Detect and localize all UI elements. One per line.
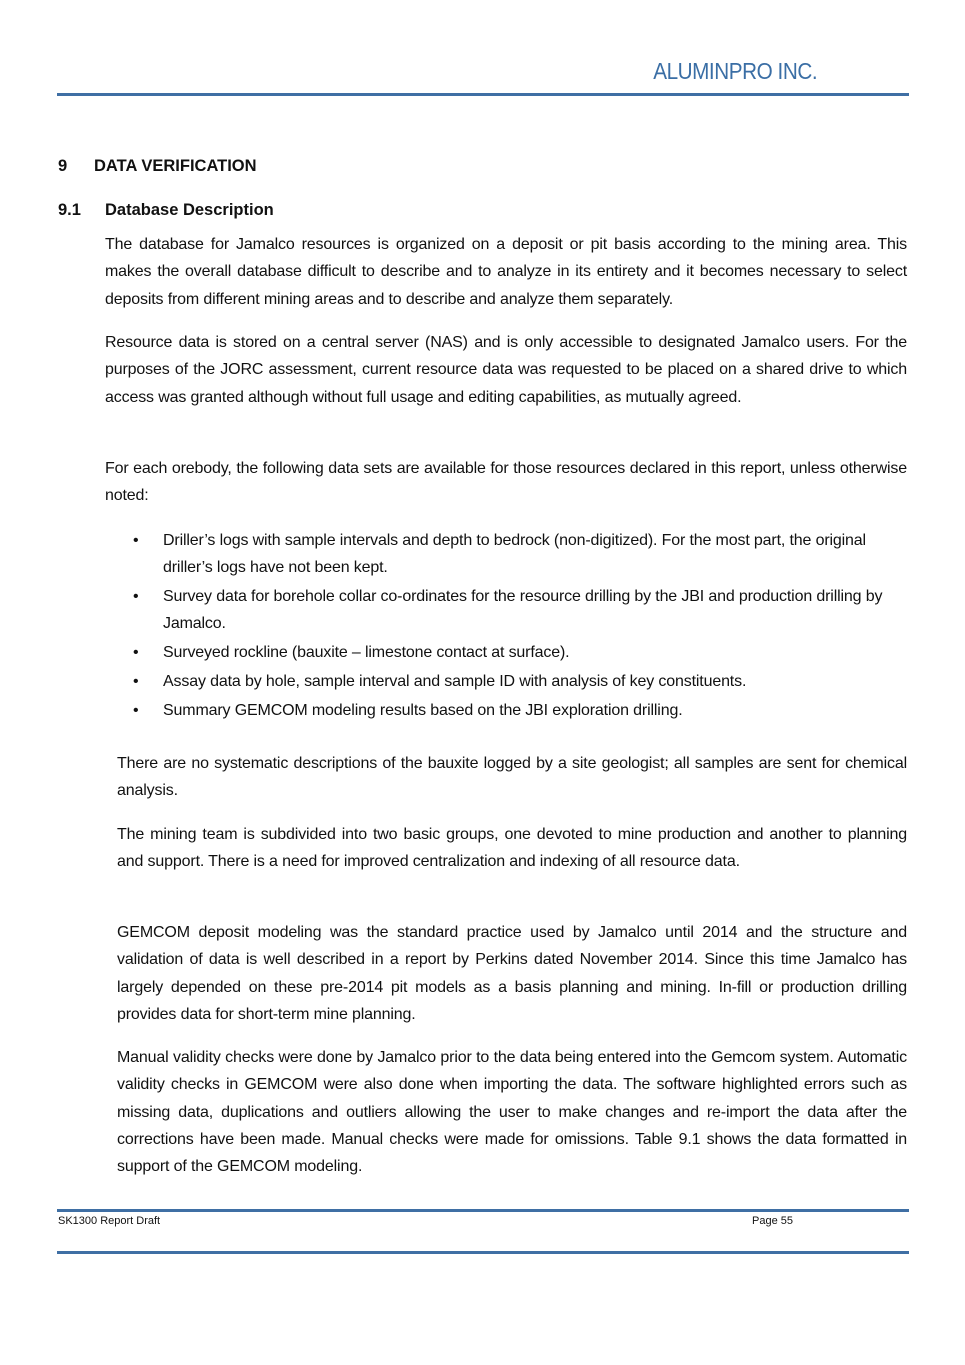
subsection-title: Database Description — [105, 201, 274, 219]
section-title: DATA VERIFICATION — [94, 157, 257, 175]
paragraph: Resource data is stored on a central server (NAS) and is only accessible to designated Jamalco users. For the purposes of the JORC assessment, current resource data was requested to be placed on a shared drive to which access was granted although without full usage and editing capabilities, as mutually agreed. — [105, 334, 907, 406]
list-item — [105, 527, 885, 582]
bullet-icon: • — [133, 532, 139, 549]
footer-rule-bottom — [57, 1251, 909, 1254]
paragraph: For each orebody, the following data sets are available for those resources declared in this report, unless otherwise noted: — [105, 460, 907, 505]
subsection-heading — [58, 201, 274, 220]
company-header: ALUMINPRO INC. — [653, 58, 817, 84]
list-item — [105, 639, 885, 666]
paragraph: GEMCOM deposit modeling was the standard practice used by Jamalco until 2014 and the structure and validation of data is well described in a report by Perkins dated November 2014. Since this time Jamalco has largely depended on these pre-2014 pit models as a basis planning and mining. In-fill or production drilling provides data for short-term mine planning. — [117, 924, 907, 1023]
list-item — [105, 697, 885, 724]
section-heading — [58, 157, 257, 176]
bullet-icon: • — [133, 588, 139, 606]
list-item-text: Surveyed rockline (bauxite – limestone contact at surface). — [163, 644, 570, 662]
paragraph: The database for Jamalco resources is organized on a deposit or pit basis according to the mining area. This makes the overall database difficult to describe and to analyze in its entirety and it becomes necessary to select deposits from different mining areas and to describe and analyze them separately. — [105, 236, 907, 308]
bullet-icon: • — [133, 701, 139, 719]
data-sets-list — [105, 527, 885, 726]
list-item-text: Survey data for borehole collar co-ordinates for the resource drilling by the JBI and production drilling by Jamalco. — [163, 588, 883, 633]
footer-document-name: SK1300 Report Draft — [58, 1215, 161, 1227]
paragraph: The mining team is subdivided into two basic groups, one devoted to mine production and another to planning and support. There is a need for improved centralization and indexing of all resource data. — [117, 826, 907, 871]
header-rule — [57, 93, 909, 96]
section-number: 9 — [58, 157, 68, 175]
paragraph: There are no systematic descriptions of the bauxite logged by a site geologist; all samples are sent for chemical analysis. — [117, 755, 907, 800]
list-item-text: Summary GEMCOM modeling results based on the JBI exploration drilling. — [163, 701, 683, 719]
bullet-icon: • — [133, 672, 139, 690]
footer-rule-top — [57, 1209, 909, 1212]
paragraph: Manual validity checks were done by Jamalco prior to the data being entered into the Gemcom system. Automatic validity checks in GEMCOM were also done when importing the data. The software highlighted errors such as missing data, duplications and outliers allowing the user to make changes and re-import the data after the corrections have been made. Manual checks were made for omissions. Table 9.1 shows the data formatted in support of the GEMCOM modeling. — [117, 1049, 907, 1176]
list-item-text: Assay data by hole, sample interval and sample ID with analysis of key constituents. — [163, 672, 747, 690]
subsection-number: 9.1 — [58, 201, 81, 219]
footer-page-number: Page 55 — [752, 1215, 793, 1227]
list-item — [105, 668, 885, 695]
list-item-text: Driller’s logs with sample intervals and depth to bedrock (non-digitized). For the most part, the original driller’s logs have not been kept. — [163, 532, 866, 577]
list-item — [105, 583, 885, 638]
bullet-icon: • — [133, 644, 139, 662]
